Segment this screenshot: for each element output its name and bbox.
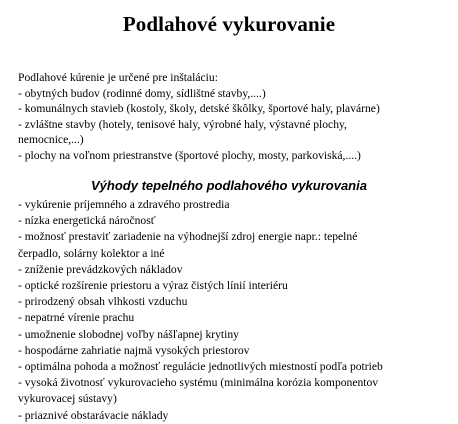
intro-lead: Podlahové kúrenie je určené pre inštaláciu:	[18, 71, 218, 84]
benefits-list	[18, 197, 450, 424]
intro-item-special-continued: nemocnice,...)	[18, 133, 84, 147]
benefit-item: - optimálna pohoda a možnosť regulácie jednotlivých miestností podľa potrieb	[18, 360, 383, 374]
benefit-item-continued: vykurovacej sústavy)	[18, 392, 117, 406]
benefit-item: - vykúrenie príjemného a zdravého prostredia	[18, 198, 230, 211]
benefit-item: - prirodzený obsah vlhkosti vzduchu	[18, 295, 188, 309]
benefit-item: - možnosť prestaviť zariadenie na výhodnejší zdroj energie napr.: tepelné	[18, 230, 358, 244]
benefit-item: - umožnenie slobodnej voľby nášľapnej krytiny	[18, 327, 239, 341]
benefit-item: - priaznivé obstarávacie náklady	[18, 408, 169, 422]
intro-item-municipal: - komunálnych stavieb (kostoly, školy, detské škôlky, športové haly, plavárne)	[18, 102, 380, 116]
benefit-item: - zníženie prevádzkových nákladov	[18, 262, 183, 276]
document-title: Podlahové vykurovanie	[122, 12, 336, 36]
benefit-item: - hospodárne zahriatie najmä vysokých priestorov	[18, 343, 250, 357]
benefits-heading: Výhody tepelného podlahového vykurovania	[91, 178, 367, 193]
benefit-item: - optické rozšírenie priestoru a výraz čistých línií interiéru	[18, 279, 288, 293]
intro-section	[18, 70, 450, 164]
benefit-item: - vysoká životnosť vykurovacieho systému (minimálna korózia komponentov	[18, 376, 379, 390]
benefit-item-continued: čerpadlo, solárny kolektor a iné	[18, 246, 165, 260]
benefit-item: - nepatrné vírenie prachu	[18, 311, 135, 325]
benefit-item: - nízka energetická náročnosť	[18, 214, 156, 228]
intro-item-outdoor: - plochy na voľnom priestranstve (športové plochy, mosty, parkoviská,....)	[18, 148, 361, 162]
intro-item-special: - zvláštne stavby (hotely, tenisové haly, výrobné haly, výstavné plochy,	[18, 117, 347, 131]
intro-item-residential: - obytných budov (rodinné domy, sídlištné stavby,....)	[18, 86, 266, 100]
